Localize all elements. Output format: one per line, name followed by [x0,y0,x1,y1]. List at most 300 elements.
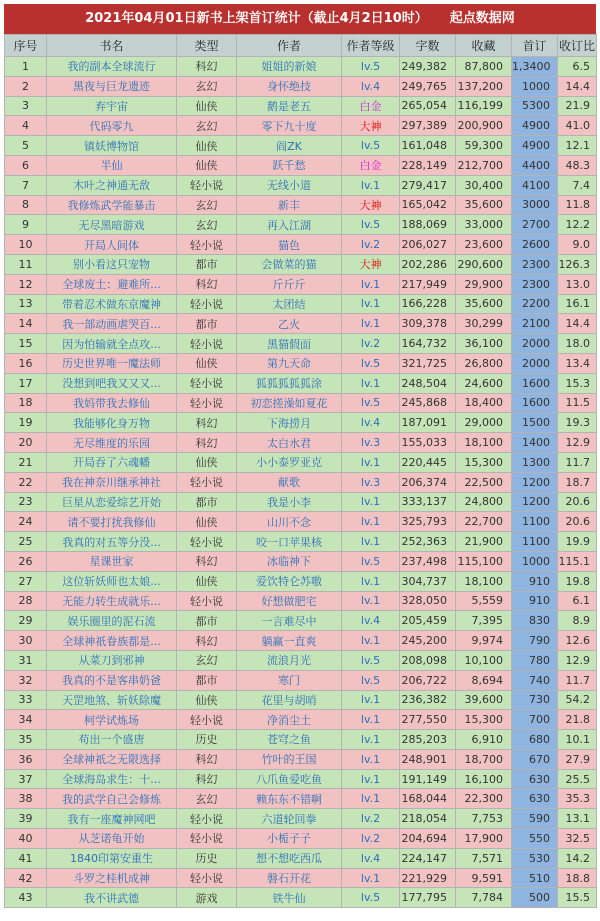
table-row [5,749,597,769]
table-row [5,413,597,433]
cell-author-level: lv.5 [342,57,400,77]
cell-author-level: lv.5 [342,136,400,156]
cell-index: 28 [5,591,47,611]
cell-collections: 200,900 [456,116,512,136]
cell-word-count: 245,200 [400,631,456,651]
cell-category: 科幻 [177,769,237,789]
cell-ratio: 27.9 [558,749,597,769]
cell-author: 小小泰罗亚克 [237,452,342,472]
cell-first-subscriptions: 730 [512,690,558,710]
cell-book-name: 我妈带我去修仙 [47,393,177,413]
cell-collections: 16,100 [456,769,512,789]
cell-collections: 35,600 [456,195,512,215]
cell-collections: 30,299 [456,314,512,334]
cell-author-level: lv.2 [342,829,400,849]
cell-author: 无线小道 [237,175,342,195]
table-row [5,829,597,849]
cell-category: 都市 [177,611,237,631]
cell-collections: 18,100 [456,571,512,591]
cell-index: 21 [5,452,47,472]
cell-collections: 18,700 [456,749,512,769]
cell-book-name: 镇妖博物馆 [47,136,177,156]
cell-category: 仙侠 [177,155,237,175]
cell-collections: 18,100 [456,433,512,453]
cell-word-count: 228,149 [400,155,456,175]
cell-author: 一言难尽中 [237,611,342,631]
cell-author: 鹅是老五 [237,96,342,116]
cell-author: 山川不念 [237,512,342,532]
table-row [5,591,597,611]
cell-collections: 24,600 [456,373,512,393]
cell-author-level: lv.3 [342,433,400,453]
cell-category: 仙侠 [177,353,237,373]
cell-first-subscriptions: 2300 [512,254,558,274]
cell-author-level: lv.4 [342,611,400,631]
cell-word-count: 279,417 [400,175,456,195]
cell-word-count: 206,374 [400,472,456,492]
cell-collections: 18,400 [456,393,512,413]
cell-index: 39 [5,809,47,829]
cell-index: 33 [5,690,47,710]
table-row [5,96,597,116]
cell-word-count: 252,363 [400,532,456,552]
cell-word-count: 191,149 [400,769,456,789]
table-row [5,373,597,393]
cell-ratio: 20.6 [558,492,597,512]
cell-book-name: 从芝诺龟开始 [47,829,177,849]
cell-first-subscriptions: 740 [512,670,558,690]
table-title-bar [4,4,596,34]
cell-author-level: lv.3 [342,472,400,492]
cell-index: 18 [5,393,47,413]
table-row [5,136,597,156]
cell-author-level: lv.5 [342,670,400,690]
cell-author: 身怀绝技 [237,76,342,96]
cell-book-name: 这位斩妖师也太娘... [47,571,177,591]
header-row [5,35,597,57]
table-row [5,888,597,908]
cell-author-level: lv.1 [342,452,400,472]
cell-ratio: 6.5 [558,57,597,77]
cell-collections: 22,300 [456,789,512,809]
cell-author: 下海捞月 [237,413,342,433]
cell-book-name: 天罡地煞、斩妖除魔 [47,690,177,710]
cell-author-level: lv.1 [342,274,400,294]
cell-book-name: 1840印第安重生 [47,848,177,868]
cell-ratio: 12.9 [558,433,597,453]
cell-index: 25 [5,532,47,552]
header-word-count: 字数 [400,35,456,57]
cell-author: 新丰 [237,195,342,215]
table-row [5,215,597,235]
cell-category: 轻小说 [177,868,237,888]
cell-category: 科幻 [177,749,237,769]
table-row [5,472,597,492]
header-category: 类型 [177,35,237,57]
table-row [5,195,597,215]
cell-ratio: 19.3 [558,413,597,433]
cell-author: 阎ZK [237,136,342,156]
cell-word-count: 165,042 [400,195,456,215]
cell-collections: 212,700 [456,155,512,175]
cell-book-name: 我在神奈川继承神社 [47,472,177,492]
cell-collections: 39,600 [456,690,512,710]
cell-book-name: 斗罗之桂机成神 [47,868,177,888]
cell-author-level: 大神 [342,195,400,215]
cell-first-subscriptions: 790 [512,631,558,651]
cell-word-count: 177,795 [400,888,456,908]
cell-author: 铁牛仙 [237,888,342,908]
cell-first-subscriptions: 830 [512,611,558,631]
cell-category: 科幻 [177,433,237,453]
cell-collections: 29,900 [456,274,512,294]
cell-category: 都市 [177,254,237,274]
cell-first-subscriptions: 530 [512,848,558,868]
cell-category: 都市 [177,314,237,334]
cell-index: 35 [5,730,47,750]
cell-ratio: 19.8 [558,571,597,591]
cell-first-subscriptions: 510 [512,868,558,888]
cell-author-level: lv.5 [342,888,400,908]
cell-collections: 23,600 [456,235,512,255]
cell-first-subscriptions: 2600 [512,235,558,255]
cell-author-level: lv.5 [342,650,400,670]
cell-author: 咬一口苹果核 [237,532,342,552]
cell-ratio: 12.2 [558,215,597,235]
cell-author-level: lv.1 [342,571,400,591]
cell-first-subscriptions: 2000 [512,334,558,354]
cell-category: 玄幻 [177,76,237,96]
cell-first-subscriptions: 1300 [512,452,558,472]
cell-author-level: lv.4 [342,76,400,96]
cell-author-level: lv.5 [342,551,400,571]
cell-word-count: 249,765 [400,76,456,96]
cell-author: 猫色 [237,235,342,255]
cell-index: 10 [5,235,47,255]
cell-book-name: 开局吞了六魂幡 [47,452,177,472]
cell-author: 赖东东不错啊 [237,789,342,809]
cell-first-subscriptions: 630 [512,769,558,789]
table-row [5,57,597,77]
cell-first-subscriptions: 1400 [512,433,558,453]
cell-author-level: lv.1 [342,314,400,334]
cell-ratio: 11.8 [558,195,597,215]
cell-word-count: 202,286 [400,254,456,274]
cell-ratio: 48.3 [558,155,597,175]
cell-book-name: 无尽黑暗游戏 [47,215,177,235]
cell-index: 1 [5,57,47,77]
cell-ratio: 14.2 [558,848,597,868]
cell-author: 零下九十度 [237,116,342,136]
cell-book-name: 请不要打扰我修仙 [47,512,177,532]
header-book-name: 书名 [47,35,177,57]
cell-category: 科幻 [177,551,237,571]
cell-book-name: 我不讲武德 [47,888,177,908]
table-row [5,274,597,294]
cell-ratio: 16.1 [558,294,597,314]
cell-ratio: 8.9 [558,611,597,631]
cell-first-subscriptions: 1200 [512,472,558,492]
cell-word-count: 236,382 [400,690,456,710]
cell-book-name: 全球废土：避难所... [47,274,177,294]
cell-book-name: 苟出一个盛唐 [47,730,177,750]
cell-book-name: 全球神祇眷族都是... [47,631,177,651]
cell-word-count: 188,069 [400,215,456,235]
cell-book-name: 我能够化身万物 [47,413,177,433]
cell-category: 玄幻 [177,789,237,809]
stats-table-container [4,4,596,908]
table-body [5,57,597,908]
cell-author: 八爪鱼爱吃鱼 [237,769,342,789]
cell-book-name: 我的武学自己会修炼 [47,789,177,809]
cell-ratio: 10.1 [558,730,597,750]
header-author-level: 作者等级 [342,35,400,57]
cell-author-level: lv.1 [342,730,400,750]
cell-author-level: 大神 [342,116,400,136]
cell-word-count: 218,054 [400,809,456,829]
cell-index: 7 [5,175,47,195]
table-row [5,235,597,255]
cell-category: 玄幻 [177,195,237,215]
cell-index: 41 [5,848,47,868]
cell-collections: 24,800 [456,492,512,512]
cell-index: 13 [5,294,47,314]
cell-word-count: 285,203 [400,730,456,750]
table-row [5,789,597,809]
cell-author: 净消尘土 [237,710,342,730]
cell-first-subscriptions: 1100 [512,532,558,552]
table-row [5,809,597,829]
cell-word-count: 328,050 [400,591,456,611]
cell-index: 3 [5,96,47,116]
cell-author: 跃千愁 [237,155,342,175]
cell-index: 12 [5,274,47,294]
cell-author: 花里与胡哨 [237,690,342,710]
cell-collections: 15,300 [456,710,512,730]
cell-ratio: 7.4 [558,175,597,195]
cell-category: 玄幻 [177,215,237,235]
cell-index: 2 [5,76,47,96]
cell-first-subscriptions: 1600 [512,373,558,393]
cell-category: 科幻 [177,274,237,294]
cell-book-name: 弃宇宙 [47,96,177,116]
cell-word-count: 325,793 [400,512,456,532]
cell-first-subscriptions: 1500 [512,413,558,433]
cell-author: 磐石开花 [237,868,342,888]
cell-book-name: 半仙 [47,155,177,175]
cell-word-count: 164,732 [400,334,456,354]
cell-word-count: 206,722 [400,670,456,690]
cell-index: 22 [5,472,47,492]
cell-first-subscriptions: 2200 [512,294,558,314]
cell-book-name: 带着忍术做东京魔神 [47,294,177,314]
table-row [5,512,597,532]
cell-author: 第九天命 [237,353,342,373]
cell-first-subscriptions: 2300 [512,274,558,294]
cell-category: 科幻 [177,57,237,77]
cell-ratio: 14.4 [558,76,597,96]
cell-author-level: lv.1 [342,532,400,552]
cell-first-subscriptions: 910 [512,571,558,591]
cell-author-level: lv.4 [342,848,400,868]
cell-author: 太团结 [237,294,342,314]
table-source: 起点数据网 [449,11,515,26]
cell-category: 玄幻 [177,650,237,670]
cell-ratio: 13.1 [558,809,597,829]
cell-category: 都市 [177,492,237,512]
cell-book-name: 星课世家 [47,551,177,571]
cell-author: 流浪月光 [237,650,342,670]
cell-index: 16 [5,353,47,373]
cell-first-subscriptions: 500 [512,888,558,908]
cell-index: 43 [5,888,47,908]
cell-ratio: 35.3 [558,789,597,809]
cell-collections: 7,571 [456,848,512,868]
cell-word-count: 155,033 [400,433,456,453]
cell-ratio: 41.0 [558,116,597,136]
cell-category: 历史 [177,730,237,750]
cell-ratio: 14.4 [558,314,597,334]
cell-book-name: 巨星从恋爱综艺开始 [47,492,177,512]
cell-book-name: 我真的对五等分没... [47,532,177,552]
cell-collections: 17,900 [456,829,512,849]
cell-category: 游戏 [177,888,237,908]
cell-book-name: 柯学试炼场 [47,710,177,730]
cell-author: 再入江湖 [237,215,342,235]
cell-collections: 22,500 [456,472,512,492]
cell-book-name: 因为怕输就全点攻... [47,334,177,354]
cell-index: 19 [5,413,47,433]
cell-author-level: lv.2 [342,809,400,829]
table-row [5,452,597,472]
cell-ratio: 12.1 [558,136,597,156]
table-row [5,353,597,373]
table-row [5,670,597,690]
cell-author: 乙火 [237,314,342,334]
table-row [5,334,597,354]
cell-collections: 7,395 [456,611,512,631]
cell-category: 轻小说 [177,591,237,611]
cell-author-level: lv.4 [342,413,400,433]
cell-author-level: lv.1 [342,769,400,789]
cell-ratio: 20.6 [558,512,597,532]
cell-word-count: 249,382 [400,57,456,77]
cell-category: 仙侠 [177,96,237,116]
cell-collections: 9,974 [456,631,512,651]
cell-ratio: 21.9 [558,96,597,116]
cell-book-name: 无能力转生成就乐... [47,591,177,611]
cell-author: 狐狐狐狐狐涂 [237,373,342,393]
cell-word-count: 297,389 [400,116,456,136]
cell-first-subscriptions: 780 [512,650,558,670]
cell-author: 躺赢一直爽 [237,631,342,651]
cell-ratio: 15.3 [558,373,597,393]
cell-author-level: lv.1 [342,492,400,512]
table-row [5,571,597,591]
cell-collections: 6,910 [456,730,512,750]
cell-author: 苍穹之鱼 [237,730,342,750]
cell-book-name: 无尽维度的乐园 [47,433,177,453]
cell-ratio: 11.7 [558,452,597,472]
header-index: 序号 [5,35,47,57]
cell-collections: 35,600 [456,294,512,314]
cell-author-level: lv.2 [342,235,400,255]
table-row [5,710,597,730]
cell-author: 冰临神下 [237,551,342,571]
cell-ratio: 18.0 [558,334,597,354]
table-row [5,848,597,868]
cell-ratio: 11.7 [558,670,597,690]
cell-ratio: 12.9 [558,650,597,670]
cell-ratio: 13.0 [558,274,597,294]
cell-word-count: 208,098 [400,650,456,670]
table-row [5,175,597,195]
cell-index: 9 [5,215,47,235]
cell-first-subscriptions: 3000 [512,195,558,215]
cell-author-level: lv.1 [342,591,400,611]
cell-collections: 30,400 [456,175,512,195]
cell-book-name: 我有一座魔神网吧 [47,809,177,829]
cell-book-name: 我真的不是客串奶爸 [47,670,177,690]
cell-author-level: 白金 [342,155,400,175]
cell-author-level: 白金 [342,96,400,116]
cell-category: 轻小说 [177,829,237,849]
cell-index: 26 [5,551,47,571]
cell-index: 23 [5,492,47,512]
cell-collections: 10,100 [456,650,512,670]
cell-author-level: lv.1 [342,373,400,393]
cell-author-level: lv.2 [342,334,400,354]
cell-collections: 290,600 [456,254,512,274]
header-author: 作者 [237,35,342,57]
table-row [5,393,597,413]
cell-author-level: lv.5 [342,353,400,373]
cell-collections: 59,300 [456,136,512,156]
cell-collections: 7,753 [456,809,512,829]
cell-book-name: 黑夜与巨龙遗迹 [47,76,177,96]
cell-word-count: 248,901 [400,749,456,769]
cell-word-count: 237,498 [400,551,456,571]
cell-ratio: 32.5 [558,829,597,849]
cell-first-subscriptions: 630 [512,789,558,809]
cell-author-level: lv.1 [342,789,400,809]
table-row [5,532,597,552]
cell-category: 仙侠 [177,512,237,532]
cell-category: 仙侠 [177,136,237,156]
cell-ratio: 18.8 [558,868,597,888]
cell-ratio: 54.2 [558,690,597,710]
cell-index: 24 [5,512,47,532]
cell-index: 27 [5,571,47,591]
cell-category: 轻小说 [177,532,237,552]
table-row [5,868,597,888]
cell-category: 历史 [177,848,237,868]
cell-author: 想不想吃西瓜 [237,848,342,868]
cell-book-name: 全球海岛求生：十... [47,769,177,789]
table-row [5,492,597,512]
table-title: 2021年04月01日新书上架首订统计（截止4月2日10时） [85,11,428,26]
cell-first-subscriptions: 1000 [512,76,558,96]
cell-index: 4 [5,116,47,136]
cell-author: 太白水君 [237,433,342,453]
cell-first-subscriptions: 700 [512,710,558,730]
cell-index: 36 [5,749,47,769]
cell-ratio: 21.8 [558,710,597,730]
cell-book-name: 全球神祇之无限选择 [47,749,177,769]
cell-first-subscriptions: 1100 [512,512,558,532]
cell-collections: 5,559 [456,591,512,611]
cell-word-count: 206,027 [400,235,456,255]
